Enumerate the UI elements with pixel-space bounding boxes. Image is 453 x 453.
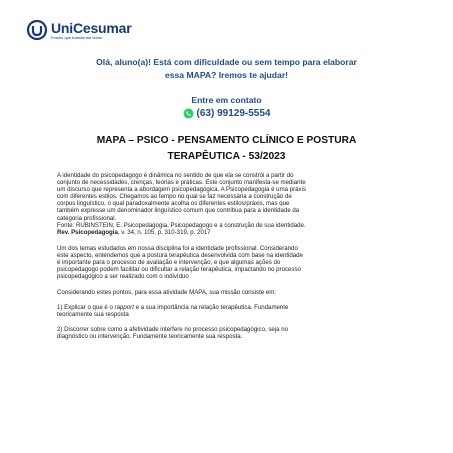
source-citation <box>57 229 407 236</box>
task-1-line-1 <box>57 304 407 311</box>
text-line: Um dos temas estudados em nossa disciplina foi a identidade profissional. Considerando <box>57 245 298 252</box>
journal-name: Rev. Psicopedagogia <box>57 228 118 236</box>
promo-message <box>0 56 453 81</box>
paragraph-1 <box>57 172 407 236</box>
paragraph-2 <box>57 245 407 280</box>
task-1-line-2: teoricamente sua resposta <box>57 311 129 319</box>
document-title <box>0 133 453 165</box>
task-1-keyword: rapport <box>114 304 134 311</box>
task-1-suffix: e a sua importância na relação terapêutica. Fundamente <box>133 304 289 311</box>
text-line: um discurso que representa a abordagem psicopedagógica. A Psicopedagogia é uma práxis <box>57 186 306 194</box>
contact-label: Entre em contato <box>191 95 262 105</box>
text-line: A identidade do psicopedagogo é dinâmica no sentido de que ela se constrói a partir do <box>57 172 294 179</box>
text-line: categoria profissional. <box>57 214 117 222</box>
whatsapp-icon <box>183 108 194 119</box>
promo-line-1: Olá, aluno(a)! Está com dificuldade ou sem tempo para elaborar <box>96 57 357 67</box>
paragraph-3 <box>57 289 407 296</box>
unicesumar-logo-icon <box>27 20 47 40</box>
mission-intro: Considerando estes pontos, para essa atividade MAPA, sua missão consiste em: <box>57 289 277 296</box>
text-line: conjunto de necessidades, crenças, teorias e práticas. Este conjunto manifesta-se mediante <box>57 179 306 187</box>
phone-number: (63) 99129-5554 <box>196 108 271 119</box>
citation-details: , v. 34, n. 105, p. 310-319, p. 2017 <box>117 228 211 236</box>
promo-line-2: essa MAPA? Iremos te ajudar! <box>164 69 289 80</box>
task-2-line-1: 2) Discorrer sobre como a afetividade interfere no processo psicopedagógico, seja no <box>57 326 289 333</box>
text-line: é importante para o processo de avaliação e intervenção, e que algumas ações do <box>57 259 281 267</box>
text-line: também expresse um denominador linguístico comum que contribua para a identidade da <box>57 207 300 215</box>
text-line: este aspecto, entendemos que a postura terapêutica desenvolvida com base na identidade <box>57 252 303 260</box>
task-2-line-2: diagnóstico ou intervenção. Fundamente teoricamente sua resposta. <box>57 333 243 341</box>
title-line-1: MAPA – PSICO - PENSAMENTO CLÍNICO E POSTURA <box>96 135 357 146</box>
task-1-prefix: 1) Explicar o que é o <box>57 304 115 311</box>
brand-logo <box>27 20 131 40</box>
source-line: Fonte: RUBINSTEIN, E. Psicopedagogia, Psicopedagogo e a construção de sua identidade. <box>57 221 306 229</box>
text-line: psicopedagógico a ser realizado com o indivíduo <box>57 273 189 281</box>
text-line: com diferentes estilos. Chegamos ao tempo no qual se faz necessária a construção de <box>57 193 292 201</box>
text-line: psicopedagogo podem facilitar ou dificultar a relação terapêutica, impactando no processo <box>57 266 301 274</box>
task-item-2 <box>57 326 407 340</box>
whatsapp-contact[interactable] <box>0 108 453 119</box>
task-item-1 <box>57 304 407 318</box>
brand-name: UniCesumar <box>51 19 132 36</box>
title-line-2: TERAPÊUTICA - 53/2023 <box>167 151 286 162</box>
brand-tagline: Ensino que transforma vidas <box>51 34 102 40</box>
text-line: corpus linguístico, o qual paradoxalmente acolha os diferentes estilos/práxis, mas que <box>57 200 290 208</box>
